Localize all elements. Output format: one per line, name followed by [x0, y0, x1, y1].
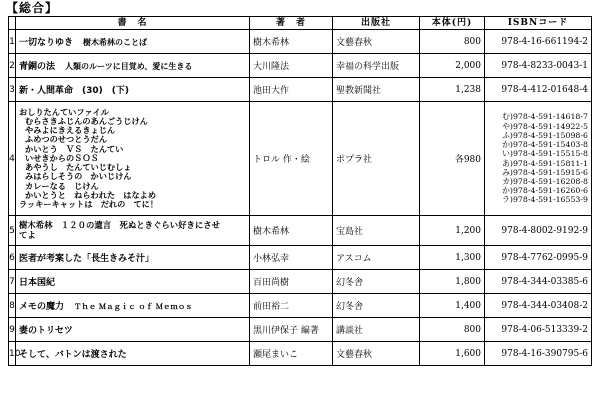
series-volume: みはらしそうの かいじけん	[25, 171, 132, 182]
title-text: 日本国紀	[19, 278, 56, 288]
title-text: 新・人間革命 (30) (下)	[19, 86, 129, 96]
isbn: 978-4-8002-9192-9	[485, 216, 592, 246]
book-title	[16, 30, 250, 54]
price: 各980	[420, 102, 485, 216]
rank-number: 3	[9, 78, 16, 102]
header-author: 著 者	[250, 17, 333, 30]
series-volume: ラッキーキャットは だれの てに！	[19, 198, 159, 209]
book-title	[16, 294, 250, 318]
publisher: 文藝春秋	[333, 30, 420, 54]
table-row	[9, 246, 592, 270]
book-title	[16, 54, 250, 78]
series-volume: むらさきふじんのあんごうじけん	[25, 116, 148, 127]
price: 1,200	[420, 216, 485, 246]
price: 1,600	[420, 342, 485, 366]
title-line: てよ	[19, 229, 36, 240]
price: 1,800	[420, 270, 485, 294]
rank-number: 4	[9, 102, 16, 216]
section-title: 【総合】	[6, 1, 59, 15]
price: 1,400	[420, 294, 485, 318]
rank-number: 1	[9, 30, 16, 54]
title-text: 医者が考案した「長生きみそ汁」	[19, 254, 155, 264]
title-line: 樹木希林 １２０の遺言 死ぬときぐらい好きにさせ	[19, 220, 220, 231]
author: 樹木希林	[250, 216, 333, 246]
isbn: 978-4-06-513339-2	[485, 318, 592, 342]
header-title: 書 名	[16, 17, 250, 30]
publisher: 幻冬舎	[333, 294, 420, 318]
isbn-item: い)978-4-591-15515-8	[502, 149, 588, 159]
isbn: 978-4-344-03408-2	[485, 294, 592, 318]
title-text: 青銅の法	[19, 62, 56, 72]
publisher: 宝島社	[333, 216, 420, 246]
subtitle-text: Ｔｈｅ Ｍａｇｉｃ ｏｆ Ｍｅｍｏｓ	[74, 302, 193, 311]
title-text: 妻のトリセツ	[19, 326, 73, 336]
author: 黒川伊保子 編著	[250, 318, 333, 342]
title-text: 一切なりゆき	[19, 38, 74, 48]
isbn-item: ふ)978-4-591-15098-6	[502, 130, 588, 140]
series-volume: カレーなる じけん	[25, 180, 99, 191]
author: 百田尚樹	[250, 270, 333, 294]
publisher: ポプラ社	[333, 102, 420, 216]
series-volume: かいとうと ねらわれた はなよめ	[25, 189, 157, 200]
publisher: 幸福の科学出版	[333, 54, 420, 78]
subtitle-text: 人類のルーツに目覚め、愛に生きる	[65, 62, 193, 71]
author: 池田大作	[250, 78, 333, 102]
series-volume: かいとう ＶＳ たんてい	[25, 143, 124, 154]
rank-number: 7	[9, 270, 16, 294]
series-title: おしりたんていファイル	[19, 106, 109, 117]
price: 800	[420, 318, 485, 342]
isbn-item: カ)978-4-591-16208-8	[502, 176, 588, 186]
isbn-item: み)978-4-591-15915-6	[502, 167, 588, 177]
book-title	[16, 270, 250, 294]
table-row	[9, 54, 592, 78]
publisher: 講談社	[333, 318, 420, 342]
subtitle-text: 樹木希林のことば	[83, 38, 148, 47]
series-volume: ふめつのせつとうだん	[25, 134, 107, 145]
header-no	[9, 17, 16, 30]
author: トロル 作・絵	[250, 102, 333, 216]
series-volume: いせきからのＳＯＳ	[25, 152, 99, 163]
price: 1,238	[420, 78, 485, 102]
rank-number: 9	[9, 318, 16, 342]
book-title	[16, 246, 250, 270]
table-row	[9, 102, 592, 216]
author: 小林弘幸	[250, 246, 333, 270]
publisher: アスコム	[333, 246, 420, 270]
rank-number: 8	[9, 294, 16, 318]
rank-number: 6	[9, 246, 16, 270]
table-row	[9, 294, 592, 318]
book-title	[16, 318, 250, 342]
table-row	[9, 216, 592, 246]
author: 樹木希林	[250, 30, 333, 54]
book-title-series	[16, 102, 250, 216]
publisher: 幻冬舎	[333, 270, 420, 294]
table-row	[9, 30, 592, 54]
rank-number: 2	[9, 54, 16, 78]
table-row	[9, 318, 592, 342]
series-volume: やみよにきえるきょじん	[25, 125, 116, 136]
isbn: 978-4-344-03385-6	[485, 270, 592, 294]
author: 大川隆法	[250, 54, 333, 78]
series-volume: あやうし たんていじむしょ	[25, 162, 132, 173]
isbn: 978-4-16-661194-2	[485, 30, 592, 54]
isbn: 978-4-7762-0995-9	[485, 246, 592, 270]
publisher: 文藝春秋	[333, 342, 420, 366]
author: 前田裕二	[250, 294, 333, 318]
price: 800	[420, 30, 485, 54]
header-price: 本体(円)	[420, 17, 485, 30]
header-isbn: ISBNコード	[485, 17, 592, 30]
isbn-item: や)978-4-591-14922-5	[502, 121, 588, 131]
isbn-list	[485, 102, 592, 216]
price: 2,000	[420, 54, 485, 78]
publisher: 聖教新聞社	[333, 78, 420, 102]
isbn: 978-4-16-390795-6	[485, 342, 592, 366]
isbn: 978-4-412-01648-4	[485, 78, 592, 102]
rank-number: 10	[9, 342, 16, 366]
isbn-item: か)978-4-591-16260-6	[502, 186, 588, 196]
title-text: そして、バトンは渡された	[19, 350, 127, 360]
book-title	[16, 216, 250, 246]
book-title	[16, 342, 250, 366]
rank-number: 5	[9, 216, 16, 246]
price: 1,300	[420, 246, 485, 270]
title-text: メモの魔力	[19, 302, 65, 312]
table-row	[9, 342, 592, 366]
isbn-item: あ)978-4-591-15811-1	[502, 158, 588, 168]
header-publisher: 出版社	[333, 17, 420, 30]
isbn-item: む)978-4-591-14618-7	[502, 112, 588, 122]
table-row	[9, 270, 592, 294]
table-row	[9, 78, 592, 102]
author: 瀬尾まいこ	[250, 342, 333, 366]
table-header-row	[9, 17, 592, 30]
isbn-item: ラ)978-4-591-16553-9	[502, 195, 588, 205]
bestseller-table	[8, 16, 592, 366]
isbn: 978-4-8233-0043-1	[485, 54, 592, 78]
book-title	[16, 78, 250, 102]
isbn-item: か)978-4-591-15403-8	[502, 140, 588, 150]
